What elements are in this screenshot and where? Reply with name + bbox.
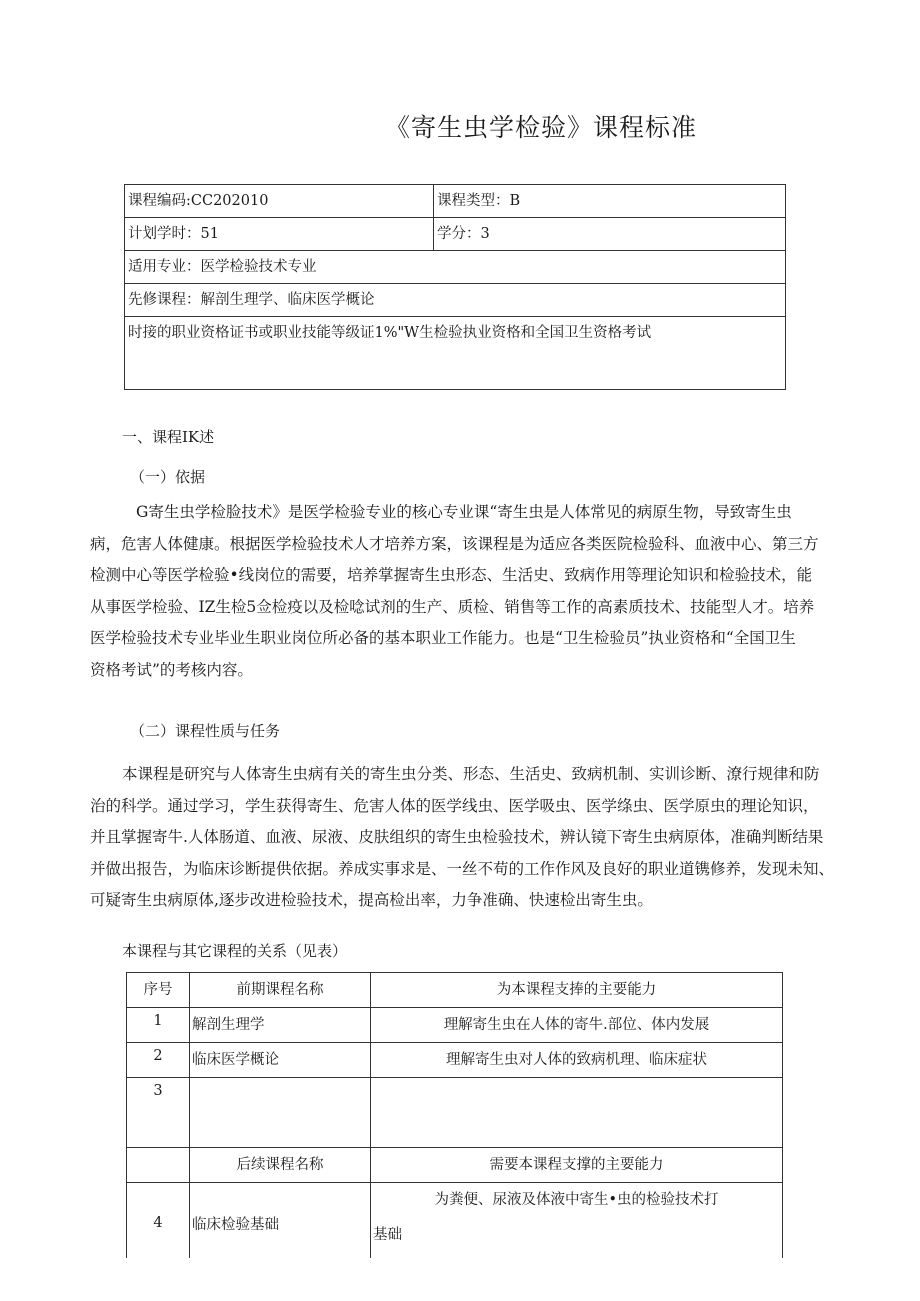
- paragraph-line: 本课程是研究与人体寄生虫病有关的寄生虫分类、形态、生活史、致病机制、实训诊断、潦行规律和防: [122, 765, 820, 783]
- subsection-heading-nature: （二）课程性质与任务: [130, 722, 281, 740]
- paragraph-line: 治的科学。通过学习，学生获得寄生、危害人体的医学线虫、医学吸虫、医学绦虫、医学原虫的理论知识，: [90, 796, 819, 815]
- paragraph-line: 资格考试”的考核内容。: [90, 660, 253, 679]
- row-no: 3: [127, 1078, 190, 1148]
- paragraph-line: 从事医学检验、IZ生检5佥检疫以及检唸试剂的生产、质检、销售等工作的高素质技术、技能型人才。培养: [90, 597, 815, 616]
- row-course-name: 临床检验基础: [190, 1183, 371, 1259]
- subsection-heading-basis: （一）依据: [130, 468, 206, 486]
- row-course-name: 解剖生理学: [190, 1008, 371, 1043]
- header-required-ability: 需要本课程支撑的主要能力: [371, 1148, 783, 1183]
- course-relation-table: [126, 972, 783, 1258]
- row-ability: 理解寄生虫在人体的寄牛.部位、体内发展: [371, 1008, 783, 1043]
- header-no: 序号: [127, 973, 190, 1008]
- paragraph-line: G寄生虫学检脸技术》是医学检验专业的核心专业课“寄生虫是人体常见的病原生物，导致寄生虫: [136, 503, 792, 521]
- header2-no: [127, 1148, 190, 1183]
- paragraph-line: 可疑寄生虫病原体,逐步改进检验技术，提高检出率，力争准确、快速检出寄生虫。: [90, 891, 653, 910]
- header-post-course: 后续课程名称: [190, 1148, 371, 1183]
- paragraph-line: 并且掌握寄牛.人体肠道、血液、尿液、皮肤组织的寄生虫检验技术，辨认镜下寄生虫病原体，准确判断结果: [90, 828, 824, 847]
- section-heading-overview: 一、课程IK述: [122, 428, 215, 446]
- credits-cell: 学分：3: [434, 218, 786, 251]
- row-ability: 理解寄生虫对人体的致病机理、临床症状: [371, 1043, 783, 1078]
- certificate-cell: 时接的职业资格证书或职业技能等级证1%"W生检验执业资格和全国卫生资格考试: [125, 317, 786, 390]
- applicable-major-cell: 适用专业：医学检验技术专业: [125, 251, 786, 284]
- row-no: 4: [127, 1183, 190, 1259]
- row-no: 2: [127, 1043, 190, 1078]
- course-type-cell: 课程类型：B: [434, 185, 786, 218]
- ability-line-1: 为粪便、尿液及体液中寄生•虫的检验技术打: [434, 1192, 719, 1208]
- row-course-name: [190, 1078, 371, 1148]
- basis-paragraph: [90, 497, 819, 687]
- row-no: 1: [127, 1008, 190, 1043]
- nature-paragraph: [90, 759, 835, 917]
- relation-table-caption: 本课程与其它课程的关系（见表）: [122, 942, 348, 960]
- course-info-table: [124, 184, 786, 390]
- paragraph-line: 并做出报告，为临床诊断提供依据。养成实事求是、一丝不苟的工作作风及良好的职业道镌修养，发现未知、: [90, 859, 835, 878]
- paragraph-line: 病，危害人体健康。根据医学检验技术人才培养方案，该课程是为适应各类医院检验科、血液中心、第三方: [90, 534, 819, 553]
- paragraph-line: 检测中心等医学检验•线岗位的需要，培养掌握寄生虫形态、生活史、致病作用等理论知识和检验技术，能: [90, 566, 813, 585]
- row-course-name: 临床医学概论: [190, 1043, 371, 1078]
- row-ability: [371, 1183, 783, 1259]
- document-title: 《寄生虫学检验》课程标准: [385, 113, 698, 142]
- course-code-cell: 课程编码:CC202010: [125, 185, 434, 218]
- paragraph-line: 医学检验技术专业毕业生职业岗位所必备的基本职业工作能力。也是“卫生检验员”执业资格和“全国卫生: [90, 629, 796, 648]
- prerequisite-cell: 先修课程：解剖生理学、临床医学概论: [125, 284, 786, 317]
- ability-line-2: 基础: [373, 1227, 402, 1243]
- header-support-ability: 为本课程支捧的主要能力: [371, 973, 783, 1008]
- row-ability: [371, 1078, 783, 1148]
- planned-hours-cell: 计划学时：51: [125, 218, 434, 251]
- header-pre-course: 前期课程名称: [190, 973, 371, 1008]
